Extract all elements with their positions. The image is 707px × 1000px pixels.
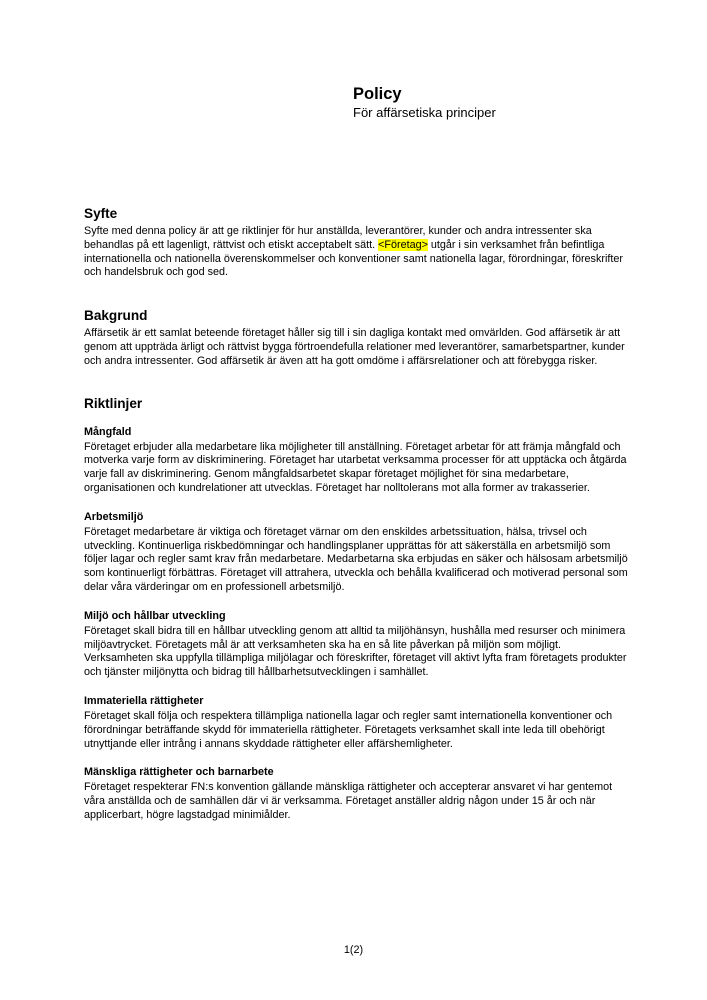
subsection-immateriella	[84, 694, 629, 751]
subsection-paragraph: Företaget skall bidra till en hållbar utveckling genom att alltid ta miljöhänsyn, hushålla med resurser och minimera miljöavtrycket. Företagets mål är att verksamheten ska ha en så lite påverkan på miljön som möjligt. Verksamheten ska uppfylla tillämpliga miljölagar och föreskrifter, företaget vill aktivt lyfta fram företagets produkter och tjänster miljönytta och bidrag till hållbarhetsutvecklingen i samhället.	[84, 624, 627, 679]
title-block	[353, 84, 496, 121]
section-riktlinjer	[84, 395, 629, 823]
section-bakgrund	[84, 307, 629, 368]
subsection-paragraph: Företaget respekterar FN:s konvention gällande mänskliga rättigheter och accepterar ansvaret vi har gentemot våra anställda och de samhällen där vi är verksamma. Företaget anställer aldrig någon under 15 år och när applicerbart, högre lagstadgad minimiålder.	[84, 781, 613, 821]
section-syfte	[84, 205, 629, 280]
subsection-paragraph: Företaget medarbetare är viktiga och företaget värnar om den enskildes arbetssituation, hälsa, trivsel och utveckling. Kontinuerliga riskbedömningar och handlingsplaner upprättas för att säkerställa en arbetsmiljö som följer lagar och regler samt krav från medarbetare. Medarbetarna ska erbjudas en säker och hälsosam arbetsmiljö som kontinuerligt förbättras. Företaget vill attrahera, utveckla och behålla kvalificerad och motiverad personal som delar våra värderingar om en professionell arbetsmiljö.	[84, 525, 628, 593]
section-paragraph: Affärsetik är ett samlat beteende företaget håller sig till i sin dagliga kontakt med omvärlden. God affärsetik är att genom att uppträda ärligt och rättvist bygga förtroendefulla relationer med leverantörer, samarbetspartner, kunder och andra intressenter. God affärsetik är även att ha gott omdöme i affärsrelationer och att förebygga risker.	[84, 327, 625, 367]
subsection-heading: Arbetsmiljö	[84, 510, 144, 523]
document-body	[84, 205, 629, 823]
subsection-heading: Miljö och hållbar utveckling	[84, 609, 226, 622]
section-paragraph	[84, 225, 629, 280]
subsection-miljo	[84, 609, 629, 680]
subsection-heading: Mänskliga rättigheter och barnarbete	[84, 766, 274, 779]
section-heading: Bakgrund	[84, 308, 148, 324]
page-subtitle: För affärsetiska principer	[353, 105, 496, 120]
subsection-manskliga	[84, 765, 629, 822]
paragraph-text: Syfte med denna policy är att ge riktlinjer för hur anställda, leverantörer, kunder och andra intressenter ska behandlas på ett lagenligt, rättvist och etiskt acceptabelt sätt.	[84, 225, 592, 251]
subsection-arbetsmiljo	[84, 510, 629, 595]
subsection-heading: Mångfald	[84, 425, 132, 438]
subsection-paragraph: Företaget skall följa och respektera tillämpliga nationella lagar och regler samt internationella konventioner och förordningar beträffande skydd för immateriella rättigheter. Företagets verksamhet skall inte leda till obehörigt utnyttjande eller intrång i annans skyddade rättigheter eller affärshemligheter.	[84, 709, 613, 750]
page-title: Policy	[353, 85, 402, 103]
subsection-mangfald	[84, 425, 629, 496]
paragraph-text: utgår i sin verksamhet från befintliga internationella och nationella överenskommelser och konventioner samt nationella lagar, förordningar, föreskrifter och handelsbruk och god sed.	[84, 238, 623, 279]
highlighted-placeholder: <Företag>	[378, 238, 428, 251]
section-heading: Riktlinjer	[84, 395, 143, 411]
section-heading: Syfte	[84, 206, 118, 221]
subsection-paragraph: Företaget erbjuder alla medarbetare lika möjligheter till anställning. Företaget arbetar för att främja mångfald och motverka varje form av diskriminering. Företaget har utarbetat verksamma processer för att upptäcka och åtgärda varje fall av diskriminering. Genom mångfaldsarbetet skapar företaget möjlighet för sina medarbetare, organisationen och kundrelationer att utvecklas. Företaget har nolltolerans mot alla former av trakasserier.	[84, 440, 627, 494]
page-number: 1(2)	[343, 944, 364, 956]
subsection-heading: Immateriella rättigheter	[84, 694, 204, 707]
